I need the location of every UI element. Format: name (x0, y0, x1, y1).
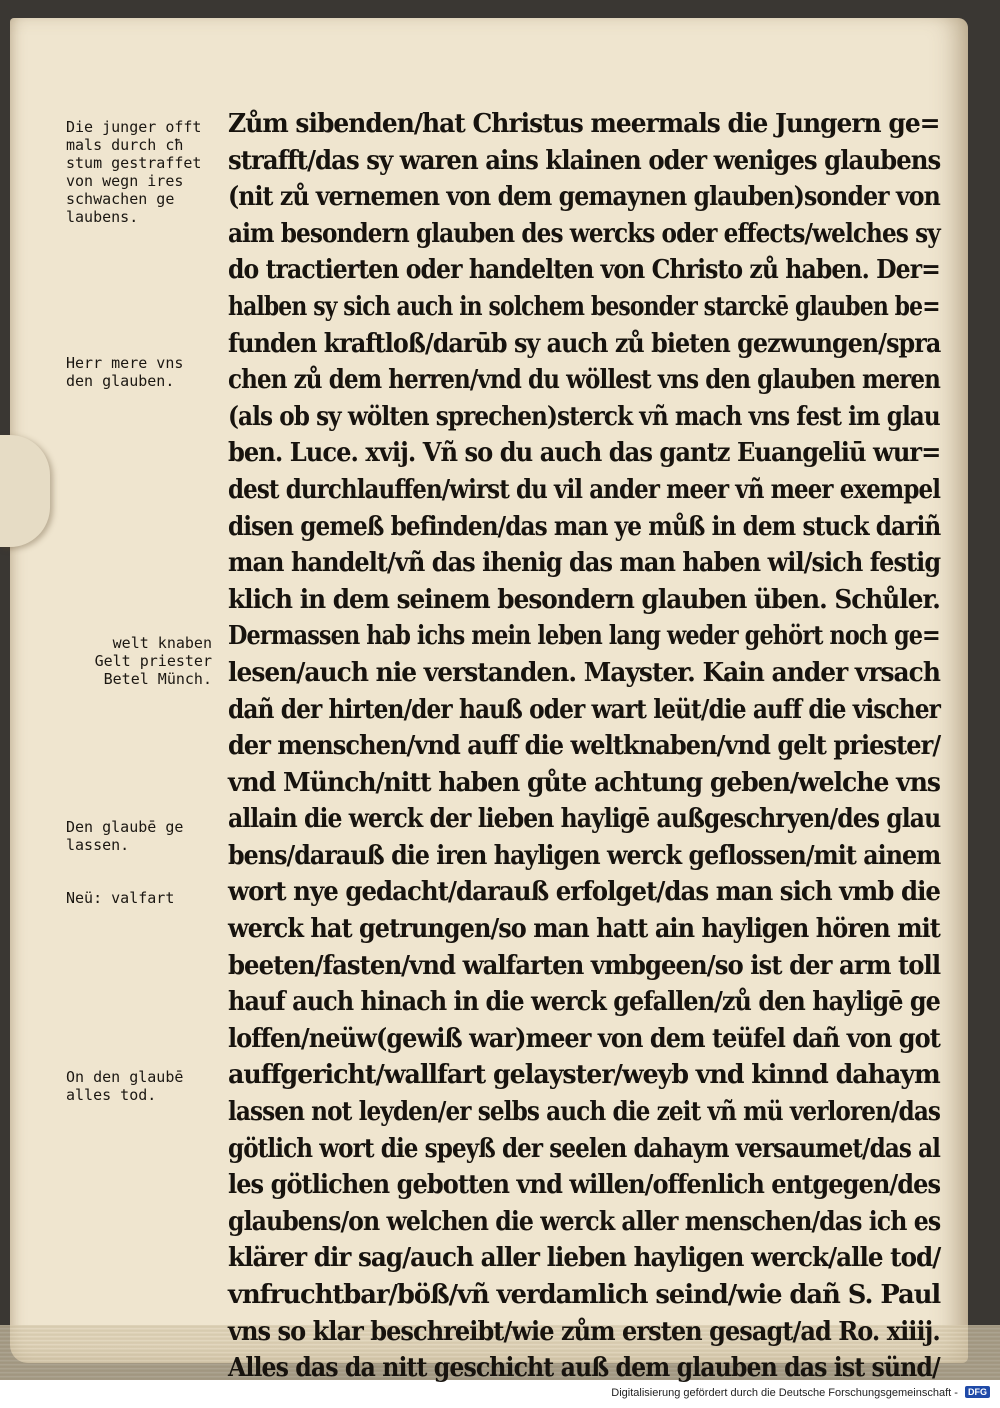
text-line: götlich wort die speyß der seelen dahaym versaumet/das al (228, 1132, 940, 1164)
text-line: dañ der hirten/der hauß oder wart leüt/die auff die vischer (228, 693, 941, 725)
dfg-logo: DFG (965, 1386, 990, 1398)
margin-note: Die junger offt mals durch cħ stum gestraffet von wegn ires schwachen ge laubens. (66, 118, 202, 226)
footer-credit (0, 1386, 990, 1399)
margin-note: Neü: valfart (66, 889, 175, 907)
text-line: do tractierten oder handelten von Christo zů haben. Der= (228, 254, 940, 286)
text-line: vnfruchtbar/böß/vñ verdamlich seind/wie dañ S. Paul (228, 1279, 941, 1310)
bookmark-tab (0, 435, 50, 547)
text-line: vnd Münch/nitt haben gůte achtung geben/welche vns (228, 766, 940, 798)
text-line: wort nye gedacht/darauß erfolget/das man sich vmb die (228, 876, 940, 908)
text-line: les götlichen gebotten vnd willen/offenlich entgegen/des (228, 1169, 941, 1201)
text-line: (nit zů vernemen von dem gemaynen glauben)sonder von (228, 181, 940, 213)
text-line: loffen/neüw(gewiß war)meer von dem teüfel dañ von got (228, 1022, 940, 1054)
text-line: glaubens/on welchen die werck aller menschen/das ich es (228, 1205, 941, 1237)
text-line: auffgericht/wallfart gelayster/weyb vnd kinnd dahaym (228, 1059, 940, 1091)
text-line: beeten/fasten/vnd walfarten vmbgeen/so ist der arm toll (228, 949, 941, 981)
text-line: der menschen/vnd auff die weltknaben/vnd gelt priester/ (228, 730, 941, 762)
text-line: klärer dir sag/auch aller lieben hayligen werck/alle tod/ (228, 1242, 941, 1274)
main-text-block (228, 106, 940, 1387)
text-line: werck hat getrungen/so man hatt ain hayligen hören mit (228, 913, 940, 945)
text-line: vns so klar beschreibt/wie zům ersten gesagt/ad Ro. xiiij. (228, 1315, 940, 1347)
text-line: Zům sibenden/hat Christus meermals die Jungern ge= (228, 108, 940, 139)
text-line: (als ob sy wölten sprechen)sterck vñ mach vns fest im glau (228, 400, 940, 432)
margin-note: Herr mere vns den glauben. (66, 354, 184, 390)
text-line: Alles das da nitt geschicht auß dem glauben das ist sünd/ (228, 1352, 940, 1384)
text-line: strafft/das sy waren ains klainen oder weniges glaubens (228, 144, 941, 176)
text-line: ben. Luce. xvij. Vñ so du auch das gantz Euangeliū wur= (228, 437, 941, 469)
text-line: allain die werck der lieben hayligē außgeschryen/des glau (228, 803, 941, 835)
text-line: klich in dem seinem besondern glauben üben. Schůler. (228, 583, 940, 615)
margin-note: Den glaubē ge lassen. (66, 818, 184, 854)
text-line: man handelt/vñ das ihenig das man haben wil/sich festig (228, 547, 941, 579)
text-line: bens/darauß die iren hayligen werck geflossen/mit ainem (228, 839, 941, 871)
text-line: lassen not leyden/er selbs auch die zeit vñ mü verloren/das (228, 1096, 941, 1128)
text-line: disen gemeß befinden/das man ye můß in dem stuck dariñ (228, 510, 941, 542)
text-line: halben sy sich auch in solchem besonder starckē glauben be= (228, 290, 940, 322)
text-line: hauf auch hinach in die werck gefallen/zů den hayligē ge (228, 986, 940, 1018)
text-line: lesen/auch nie verstanden. Mayster. Kain ander vrsach (228, 656, 940, 688)
footer-text: Digitalisierung gefördert durch die Deutsche Forschungsgemeinschaft - (611, 1387, 958, 1399)
text-line: dest durchlauffen/wirst du vil ander meer vñ meer exempel (228, 473, 941, 505)
margin-note: welt knaben Gelt priester Betel Münch. (94, 634, 212, 688)
margin-note: On den glaubē alles tod. (66, 1068, 184, 1104)
text-line: funden kraftloß/darūb sy auch zů bieten gezwungen/spra (228, 327, 941, 359)
text-line: aim besondern glauben des wercks oder effects/welches sy (228, 217, 940, 249)
text-line: chen zů dem herren/vnd du wöllest vns den glauben meren (228, 364, 940, 396)
text-line: Dermassen hab ichs mein leben lang weder gehört noch ge= (228, 620, 940, 652)
